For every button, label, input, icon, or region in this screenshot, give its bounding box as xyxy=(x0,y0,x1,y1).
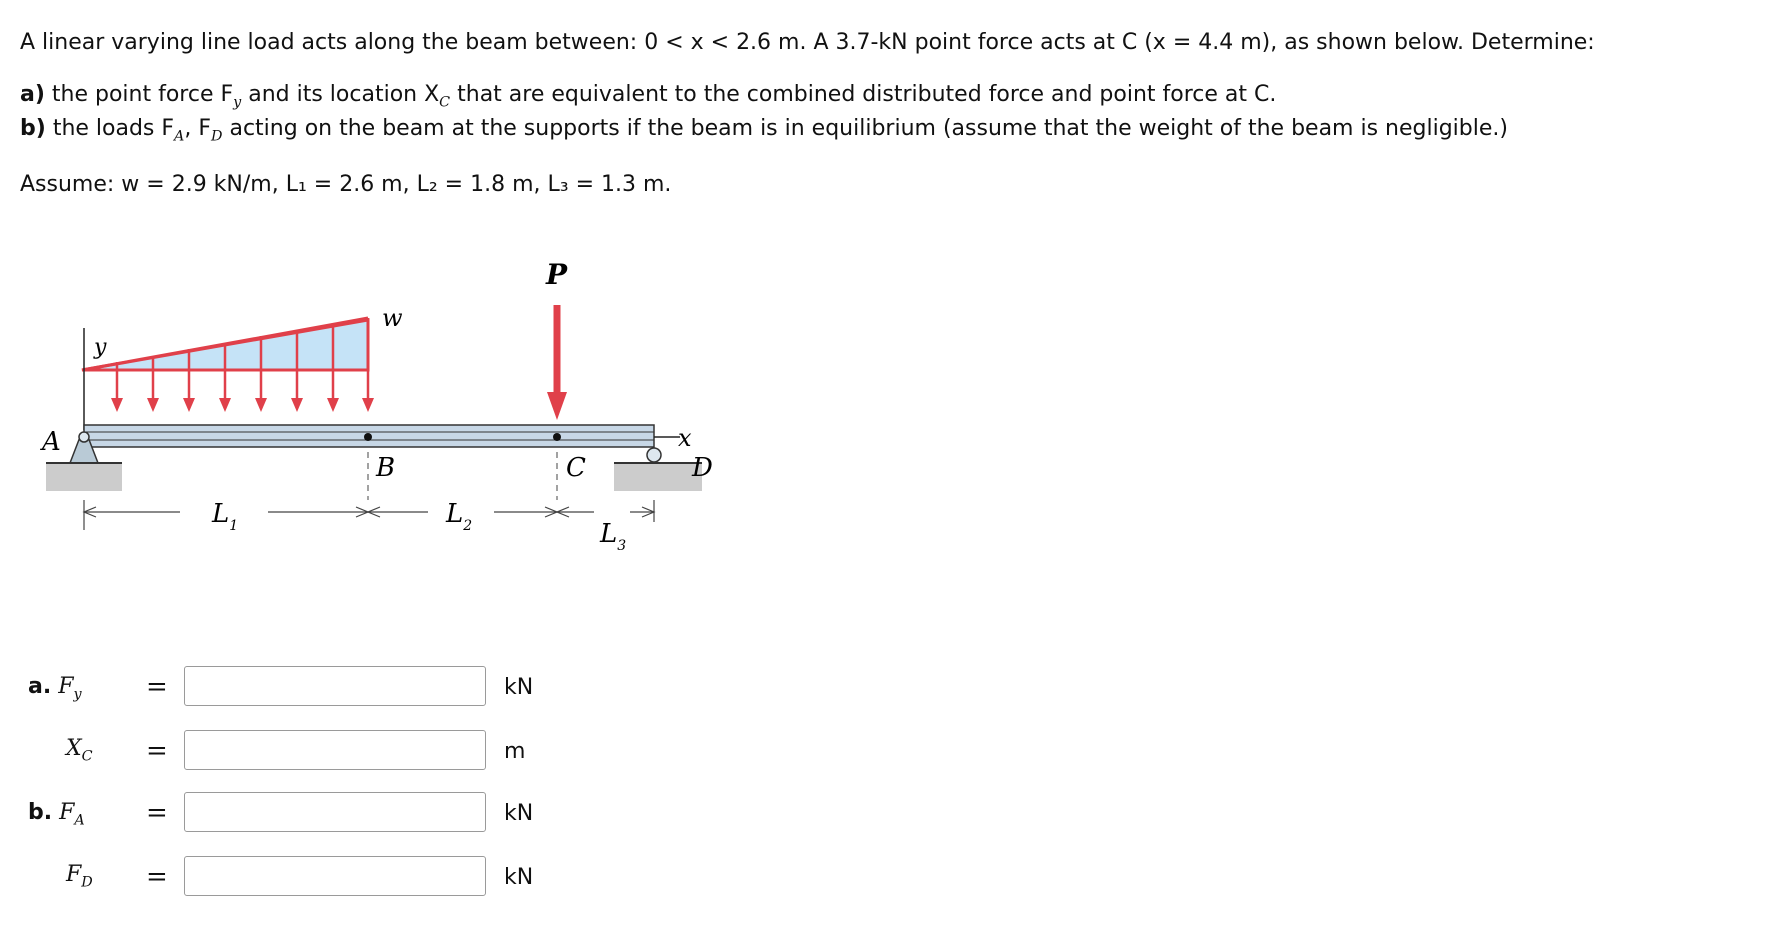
part-a-label: a) xyxy=(20,82,45,107)
equals-sign: = xyxy=(146,798,168,828)
part-b-sub1: A xyxy=(174,128,185,145)
answer-label-fy: a. $F_y$ xyxy=(28,674,82,703)
support-a-pin-hole xyxy=(79,432,89,442)
l2-label: $L_2$ xyxy=(446,499,473,534)
point-c-dot xyxy=(553,433,561,441)
answer-label-fd: $F_D$ xyxy=(66,862,93,891)
d-label: D xyxy=(692,453,713,483)
part-a-text2: and its location X xyxy=(248,82,440,107)
w-label: w xyxy=(382,304,403,332)
l1-label: $L_1$ xyxy=(212,499,239,534)
fy-input[interactable] xyxy=(184,666,486,706)
ground-a xyxy=(46,463,122,491)
part-a-sub2: C xyxy=(439,94,451,111)
question-assume: Assume: w = 2.9 kN/m, L₁ = 2.6 m, L₂ = 1.8 m, L₃ = 1.3 m. xyxy=(20,172,672,197)
answer-label-xc: $X_C$ xyxy=(66,736,93,765)
answer-label-fa: b. $F_A$ xyxy=(28,800,85,829)
equals-sign: = xyxy=(146,672,168,702)
fy-unit: kN xyxy=(504,675,534,700)
part-b-sub2: D xyxy=(211,128,223,145)
part-a-text3: that are equivalent to the combined distributed force and point force at C. xyxy=(450,82,1277,107)
equals-sign: = xyxy=(146,862,168,892)
support-d-roller xyxy=(647,448,661,462)
point-b-dot xyxy=(364,433,372,441)
xc-input[interactable] xyxy=(184,730,486,770)
part-a-sub: y xyxy=(233,94,242,111)
a-label: A xyxy=(42,427,61,457)
fa-unit: kN xyxy=(504,801,534,826)
part-b-sep: , F xyxy=(184,116,212,141)
part-b-label: b) xyxy=(20,116,46,141)
part-b-text: the loads F xyxy=(52,116,175,141)
b-label: B xyxy=(376,453,396,483)
dimension-lines xyxy=(84,500,654,530)
part-b-text2: acting on the beam at the supports if the beam is in equilibrium (assume that the weight of the beam is negligible.) xyxy=(222,116,1508,141)
part-a-text: the point force F xyxy=(51,82,234,107)
fd-input[interactable] xyxy=(184,856,486,896)
fa-input[interactable] xyxy=(184,792,486,832)
equals-sign: = xyxy=(146,736,168,766)
y-label: y xyxy=(94,335,107,360)
fd-unit: kN xyxy=(504,865,534,890)
point-load-arrowhead xyxy=(547,392,567,420)
x-label: x xyxy=(678,424,692,452)
p-label: P xyxy=(546,258,568,291)
xc-unit: m xyxy=(504,739,526,764)
beam-diagram xyxy=(0,0,760,554)
c-label: C xyxy=(566,453,586,483)
l3-label: $L_3$ xyxy=(600,519,627,554)
ground-d xyxy=(614,463,702,491)
question-intro: A linear varying line load acts along the beam between: 0 < x < 2.6 m. A 3.7-kN point force acts at C (x = 4.4 m), as shown below. Determine: xyxy=(20,30,1595,55)
